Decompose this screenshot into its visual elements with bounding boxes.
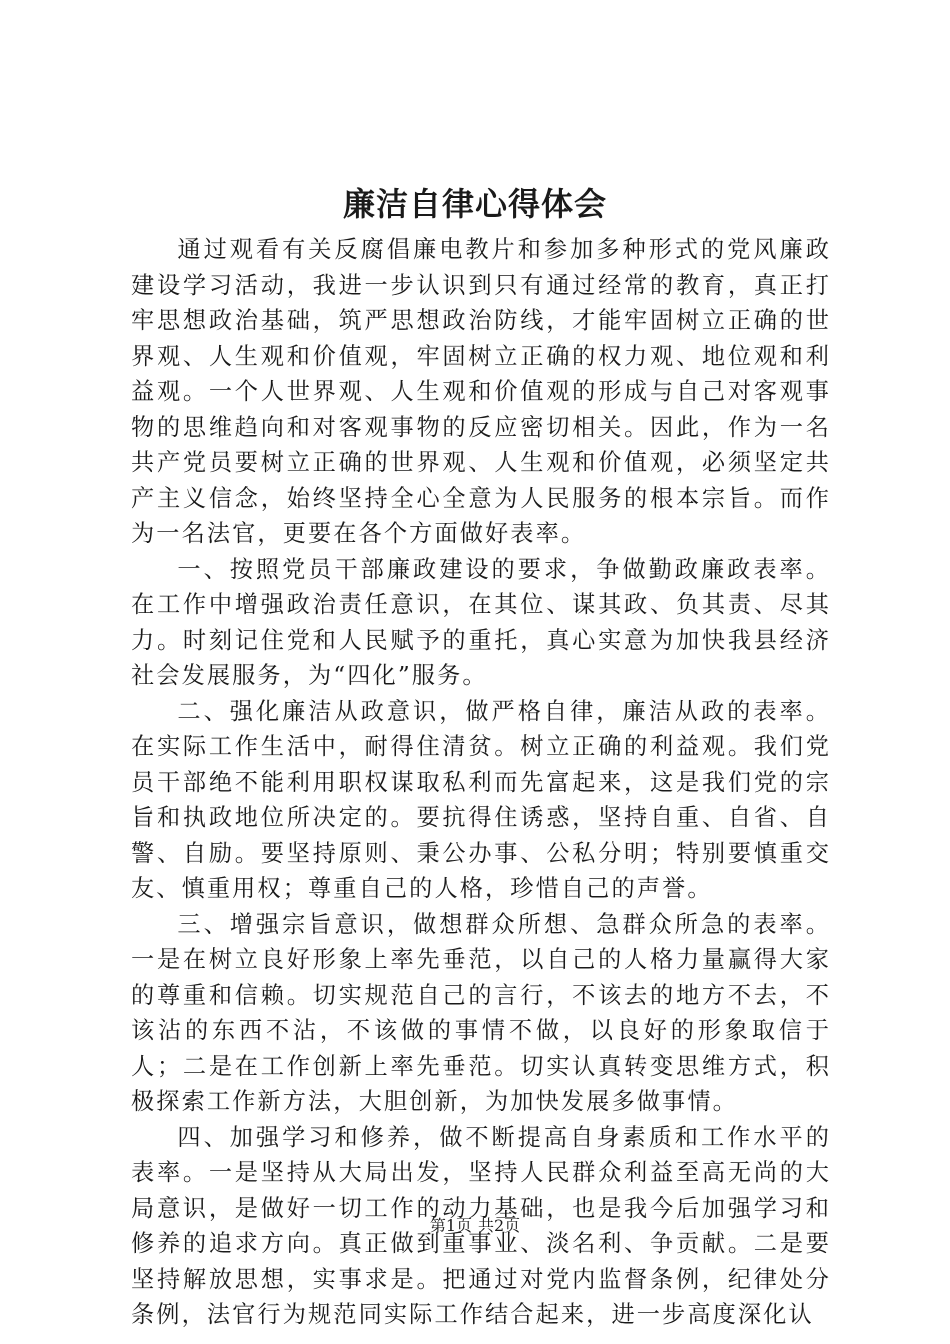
paragraph-point-3: 三、增强宗旨意识，做想群众所想、急群众所急的表率。一是在树立良好形象上率先垂范，以自己的人格力量赢得大家的尊重和信赖。切实规范自己的言行，不该去的地方不去，不该沾的东西不沾，不该做的事情不做，以良好的形象取信于人；二是在工作创新上率先垂范。切实认真转变思维方式，积极探索工作新方法，大胆创新，为加快发展多做事情。: [131, 910, 831, 1115]
paragraph-intro: 通过观看有关反腐倡廉电教片和参加多种形式的党风廉政建设学习活动，我进一步认识到只有通过经常的教育，真正打牢思想政治基础，筑严思想政治防线，才能牢固树立正确的世界观、人生观和价值观，牢固树立正确的权力观、地位观和利益观。一个人世界观、人生观和价值观的形成与自己对客观事物的思维趋向和对客观事物的反应密切相关。因此，作为一名共产党员要树立正确的世界观、人生观和价值观，必须坚定共产主义信念，始终坚持全心全意为人民服务的根本宗旨。而作为一名法官，更要在各个方面做好表率。: [131, 236, 831, 547]
paragraph-point-2: 二、强化廉洁从政意识，做严格自律，廉洁从政的表率。在实际工作生活中，耐得住清贫。树立正确的利益观。我们党员干部绝不能利用职权谋取私利而先富起来，这是我们党的宗旨和执政地位所决定的。要抗得住诱惑，坚持自重、自省、自警、自励。要坚持原则、秉公办事、公私分明；特别要慎重交友、慎重用权；尊重自己的人格，珍惜自己的声誉。: [131, 697, 831, 902]
page-number-total: 共2页: [478, 1216, 521, 1235]
page-number-current: 第1页: [429, 1216, 472, 1235]
page-footer: [0, 1216, 950, 1236]
document-title: 廉洁自律心得体会: [342, 185, 607, 223]
paragraph-point-1: 一、按照党员干部廉政建设的要求，争做勤政廉政表率。在工作中增强政治责任意识，在其位、谋其政、负其责、尽其力。时刻记住党和人民赋予的重托，真心实意为加快我县经济社会发展服务，为“四化”服务。: [131, 555, 831, 689]
document-body: [131, 232, 831, 1333]
paragraph-point-4: 四、加强学习和修养，做不断提高自身素质和工作水平的表率。一是坚持从大局出发，坚持人民群众利益至高无尚的大局意识，是做好一切工作的动力基础，也是我今后加强学习和修养的追求方向。真正做到重事业、淡名利、争贡献。二是要坚持解放思想，实事求是。把通过对党内监督条例，纪律处分条例，法官行为规范同实际工作结合起来，进一步高度深化认: [131, 1123, 831, 1328]
